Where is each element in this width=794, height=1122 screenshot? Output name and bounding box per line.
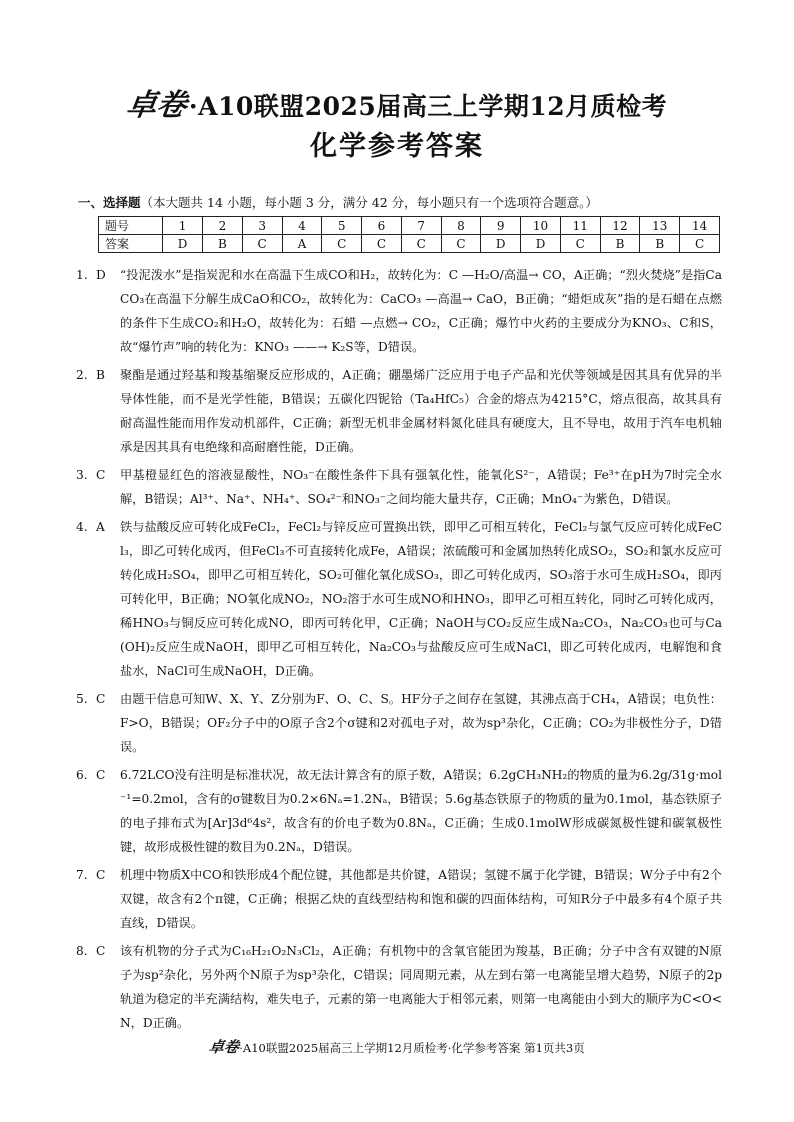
question-number: 3 (242, 217, 282, 235)
section-title: 一、选择题 (78, 195, 141, 210)
item-answer: D (96, 268, 106, 282)
answer-cell: D (481, 235, 521, 253)
item-text: 该有机物的分子式为C₁₆H₂₁O₂N₃Cl₂，A正确；有机物中的含氧官能团为羧基，B正确；分子中含有双键的N原子为sp²杂化，另外两个N原子为sp³杂化，C错误；同周期元素，从左到右第一电离能呈增大趋势，N原子的2p轨道为稳定的半充满结构，难失电子，元素的第一电离能大于相邻元素，则第一电离能由小到大的顺序为C<O<N，D正确。 (120, 944, 722, 1030)
item-text: 甲基橙显红色的溶液显酸性，NO₃⁻在酸性条件下具有强氧化性，能氧化S²⁻，A错误；Fe³⁺在pH为7时完全水解，B错误；Al³⁺、Na⁺、NH₄⁺、SO₄²⁻和NO₃⁻之间均能大量共存，C正确；MnO₄⁻为紫色，D错误。 (120, 468, 722, 506)
explanation-item (76, 463, 722, 511)
question-number-row (99, 217, 720, 235)
item-text: “投泥泼水”是指炭泥和水在高温下生成CO和H₂，故转化为：C —H₂O/高温→ CO，A正确；“烈火焚烧”是指CaCO₃在高温下分解生成CaO和CO₂，故转化为：CaCO₃ —高温→ CaO，B正确；“蜡炬成灰”指的是石蜡在点燃的条件下生成CO₂和H₂O，故转化为：石蜡 —点燃→ CO₂，C正确；爆竹中火药的主要成分为KNO₃、C和S，故“爆竹声”响的转化为：KNO₃ ——→ K₂S等，D错误。 (120, 268, 722, 354)
page-title: ·A10联盟2025届高三上学期12月质检考 (188, 92, 668, 121)
answer-cell: D (163, 235, 203, 253)
question-number: 9 (481, 217, 521, 235)
explanation-item (76, 939, 722, 1035)
section-note: （本大题共 14 小题，每小题 3 分，满分 42 分，每小题只有一个选项符合题意。） (140, 195, 598, 210)
question-number: 8 (441, 217, 481, 235)
item-text: 机理中物质X中CO和铁形成4个配位键，其他都是共价键，A错误；氢键不属于化学键，B错误；W分子中有2个双键，故含有2个π键，C正确；根据乙炔的直线型结构和饱和碳的四面体结构，可知R分子中最多有4个原子共直线，D错误。 (120, 868, 722, 930)
explanation-list (76, 263, 722, 1039)
item-answer: C (96, 468, 106, 482)
explanation-item (76, 863, 722, 935)
page-footer (0, 1036, 794, 1057)
footer-text: ·A10联盟2025届高三上学期12月质检考·化学参考答案 第1页共3页 (239, 1041, 585, 1055)
item-number: 6. (76, 768, 88, 782)
item-answer: A (96, 520, 105, 534)
question-number: 7 (401, 217, 441, 235)
header (0, 80, 794, 124)
answer-table (98, 216, 720, 253)
explanation-item (76, 263, 722, 359)
item-answer: C (96, 768, 106, 782)
question-number: 5 (322, 217, 362, 235)
question-number: 2 (203, 217, 243, 235)
question-number: 11 (560, 217, 600, 235)
answer-row (99, 235, 720, 253)
answer-cell: B (203, 235, 243, 253)
explanation-item (76, 363, 722, 459)
question-number: 10 (521, 217, 561, 235)
item-answer: B (96, 368, 105, 382)
answer-cell: C (401, 235, 441, 253)
explanation-item (76, 687, 722, 759)
answer-cell: C (242, 235, 282, 253)
item-number: 5. (76, 692, 88, 706)
item-number: 3. (76, 468, 88, 482)
explanation-item (76, 515, 722, 683)
question-number: 1 (163, 217, 203, 235)
section-heading (78, 193, 598, 211)
row-label-answers: 答案 (99, 235, 163, 253)
answer-cell: C (362, 235, 402, 253)
question-number: 4 (282, 217, 322, 235)
brand-logo: 卓卷 (123, 88, 189, 123)
answer-cell: B (640, 235, 680, 253)
item-number: 4. (76, 520, 88, 534)
item-answer: C (96, 868, 106, 882)
answer-cell: A (282, 235, 322, 253)
question-number: 14 (680, 217, 720, 235)
item-number: 2. (76, 368, 88, 382)
item-text: 6.72LCO没有注明是标准状况，故无法计算含有的原子数，A错误；6.2gCH₃NH₂的物质的量为6.2g/31g·mol⁻¹=0.2mol，含有的σ键数目为0.2×6Nₐ=1.2Nₐ，B错误；5.6g基态铁原子的物质的量为0.1mol，基态铁原子的电子排布式为[Ar]3d⁶4s²，故含有的价电子数为0.8Nₐ，C正确；生成0.1molW形成碳氮极性键和碳氧极性键，故形成极性键的数目为0.2Nₐ，D错误。 (120, 768, 722, 854)
question-number: 12 (600, 217, 640, 235)
answer-cell: D (521, 235, 561, 253)
answer-cell: C (560, 235, 600, 253)
item-answer: C (96, 944, 106, 958)
row-label-numbers: 题号 (99, 217, 163, 235)
item-text: 聚酯是通过羟基和羧基缩聚反应形成的，A正确；硼墨烯广泛应用于电子产品和光伏等领域是因其具有优异的半导体性能，而不是光学性能，B错误；五碳化四铌铪（Ta₄HfC₅）合金的熔点为4215°C，熔点很高，故其具有耐高温性能而用作发动机部件，C正确；新型无机非金属材料氮化硅具有硬度大，且不导电，故用于汽车电机轴承是因其具有电绝缘和高耐磨性能，D正确。 (120, 368, 722, 454)
item-text: 由题干信息可知W、X、Y、Z分别为F、O、C、S。HF分子之间存在氢键，其沸点高于CH₄，A错误；电负性：F>O，B错误；OF₂分子中的O原子含2个σ键和2对孤电子对，故为sp³杂化，C正确；CO₂为非极性分子，D错误。 (120, 692, 722, 754)
item-number: 8. (76, 944, 88, 958)
answer-cell: C (322, 235, 362, 253)
footer-logo: 卓卷 (207, 1038, 241, 1056)
question-number: 6 (362, 217, 402, 235)
item-number: 7. (76, 868, 88, 882)
page-subtitle: 化学参考答案 (310, 131, 484, 162)
answer-cell: C (680, 235, 720, 253)
answer-cell: C (441, 235, 481, 253)
item-number: 1. (76, 268, 88, 282)
item-text: 铁与盐酸反应可转化成FeCl₂，FeCl₂与锌反应可置换出铁，即甲乙可相互转化，FeCl₂与氯气反应可转化成FeCl₃，即乙可转化成丙，但FeCl₃不可直接转化成Fe，A错误；浓硫酸可和金属加热转化成SO₂，SO₂和氯水反应可转化成H₂SO₄，即甲乙可相互转化，SO₂可催化氧化成SO₃，即乙可转化成丙，SO₃溶于水可生成H₂SO₄，即丙可转化甲，B正确；NO氧化成NO₂，NO₂溶于水可生成NO和HNO₃，即甲乙可相互转化，同时乙可转化成丙，稀HNO₃与铜反应可转化成NO，即丙可转化甲，C正确；NaOH与CO₂反应生成Na₂CO₃，Na₂CO₃也可与Ca(OH)₂反应生成NaOH，即甲乙可相互转化，Na₂CO₃与盐酸反应可生成NaCl，即乙可转化成丙，电解饱和食盐水，NaCl可生成NaOH，D正确。 (120, 520, 722, 678)
item-answer: C (96, 692, 106, 706)
question-number: 13 (640, 217, 680, 235)
answer-cell: B (600, 235, 640, 253)
explanation-item (76, 763, 722, 859)
